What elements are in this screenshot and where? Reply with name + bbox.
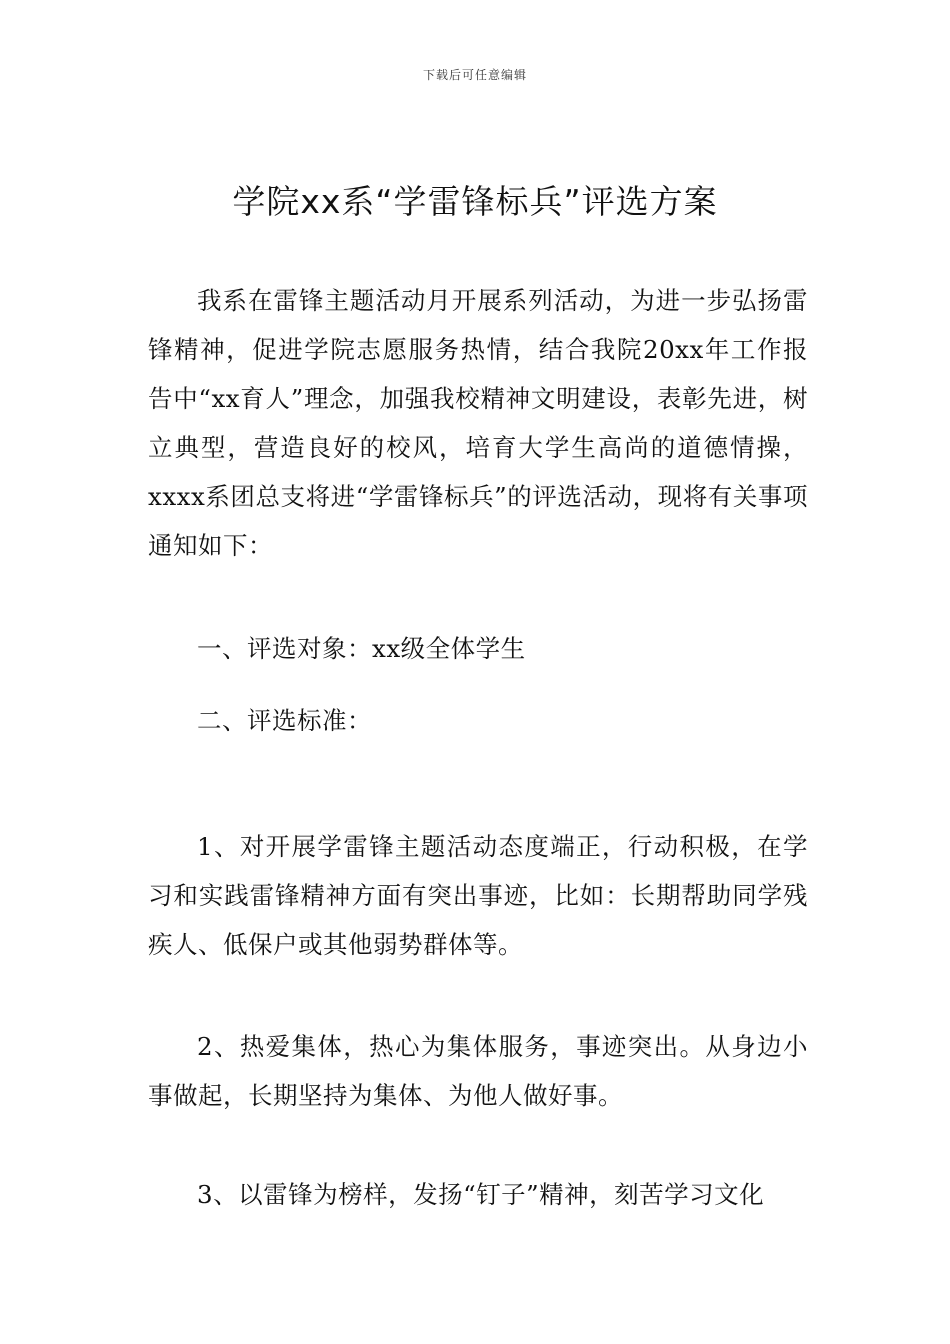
paragraph-section-2: 二、评选标准：: [197, 706, 372, 735]
paragraph-criterion-2: 2、热爱集体，热心为集体服务，事迹突出。从身边小事做起，长期坚持为集体、为他人做好事。: [148, 1032, 808, 1110]
paragraph-criterion-3: 3、以雷锋为榜样，发扬“钉子”精神，刻苦学习文化: [197, 1180, 765, 1209]
header-note: 下载后可任意编辑: [422, 68, 527, 82]
paragraph-intro: 我系在雷锋主题活动月开展系列活动，为进一步弘扬雷锋精神，促进学院志愿服务热情，结合我院20xx年工作报告中“xx育人”理念，加强我校精神文明建设，表彰先进，树立典型，营造良好的校风，培育大学生高尚的道德情操，xxxx系团总支将进“学雷锋标兵”的评选活动，现将有关事项通知如下：: [148, 286, 808, 560]
document-title: 学院xx系“学雷锋标兵”评选方案: [232, 182, 718, 221]
paragraph-criterion-1: 1、对开展学雷锋主题活动态度端正，行动积极，在学习和实践雷锋精神方面有突出事迹，比如：长期帮助同学残疾人、低保户或其他弱势群体等。: [148, 832, 808, 959]
paragraph-section-1: 一、评选对象：xx级全体学生: [197, 634, 526, 663]
